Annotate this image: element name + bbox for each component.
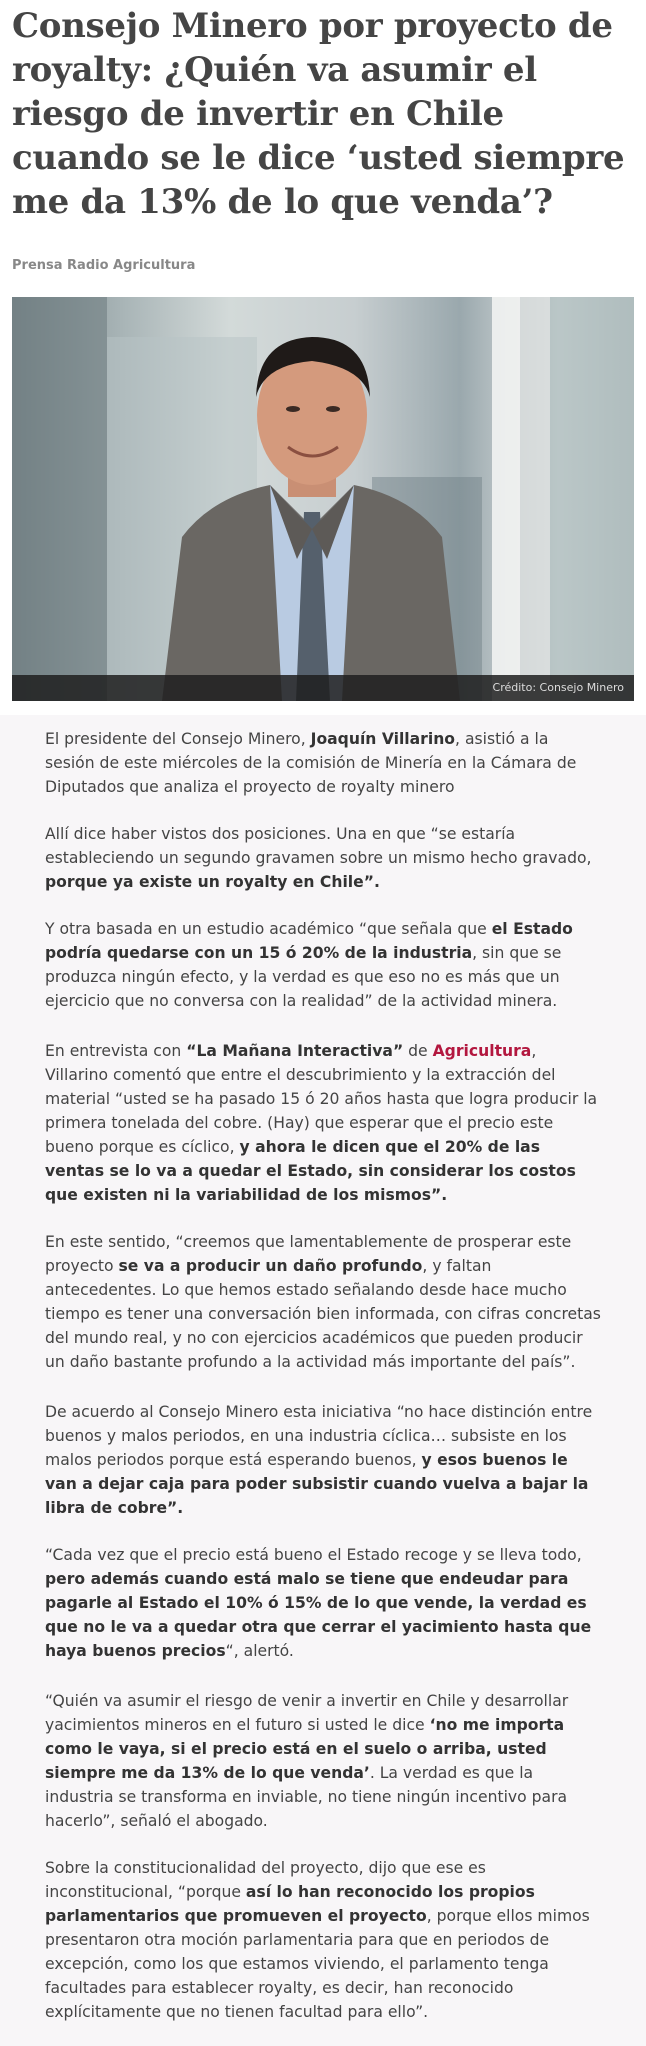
paragraph-text: En este sentido, “creemos que lamentablemente de prosperar este proyecto <box>45 1233 572 1275</box>
paragraph-text: “Quién va asumir el riesgo de venir a invertir en Chile y desarrollar yacimientos mineros en el futuro si usted le dice <box>45 1692 569 1734</box>
bold-text: Joaquín Villarino <box>310 730 456 748</box>
bold-text: se va a producir un daño profundo <box>118 1257 423 1275</box>
bold-text: porque ya existe un royalty en Chile”. <box>45 873 380 891</box>
paragraph-text: De acuerdo al Consejo Minero esta iniciativa “no hace distinción entre buenos y malos periodos, en una industria cíclica… subsiste en los malos periodos porque está esperando buenos, <box>45 1403 593 1469</box>
paragraph-text: de <box>403 1042 433 1060</box>
paragraph-text: Sobre la constitucionalidad del proyecto, dijo que ese es inconstitucional, “porque <box>45 1859 486 1901</box>
article-paragraph <box>45 1039 602 1207</box>
article-photo <box>12 297 634 701</box>
paragraph-text: “, alertó. <box>225 1642 294 1660</box>
agricultura-link[interactable]: Agricultura <box>432 1042 532 1060</box>
paragraph-text: , asistió a la sesión de este miércoles de la comisión de Minería en la Cámara de Diputados que analiza el proyecto de royalty minero <box>45 730 577 796</box>
image-credit: Crédito: Consejo Minero <box>12 675 634 701</box>
bold-text: y esos buenos le van a dejar caja para poder subsistir cuando vuelva a bajar la libra de cobre”. <box>45 1451 589 1517</box>
article-paragraph <box>45 822 602 894</box>
article-paragraph <box>45 1689 602 1833</box>
bold-text: así lo han reconocido los propios parlamentarios que promueven el proyecto <box>45 1883 535 1925</box>
article-paragraph <box>45 1856 602 2024</box>
bold-text: el Estado podría quedarse con un 15 ó 20% de la industria <box>45 920 573 962</box>
paragraph-text: . La verdad es que la industria se transforma en inviable, no tiene ningún incentivo para hacerlo”, señaló el abogado. <box>45 1764 568 1830</box>
paragraph-text: , sin que se produzca ningún efecto, y la verdad es que eso no es más que un ejercicio que no conversa con la realidad” de la actividad minera. <box>45 944 562 1010</box>
paragraph-text: En entrevista con <box>45 1042 187 1060</box>
article-body <box>0 715 646 2024</box>
article-paragraph <box>45 917 602 1013</box>
paragraph-text: El presidente del Consejo Minero, <box>45 730 311 748</box>
bold-text: y ahora le dicen que el 20% de las ventas se lo va a quedar el Estado, sin considerar los costos que existen ni la variabilidad de los mismos”. <box>45 1138 576 1204</box>
article-author[interactable]: Prensa Radio Agricultura <box>12 258 196 273</box>
article-paragraph <box>45 1543 602 1663</box>
paragraph-text: , y faltan antecedentes. Lo que hemos estado señalando desde hace mucho tiempo es tener una conversación bien informada, con cifras concretas del mundo real, y no con ejercicios académicos que pueden producir un daño bastante profundo a la actividad más importante del país”. <box>45 1257 601 1371</box>
article-title: Consejo Minero por proyecto de royalty: ¿Quién va asumir el riesgo de invertir en Chile cuando se le dice ‘usted siempre me da 13% de lo que venda’? <box>12 6 625 222</box>
paragraph-text: “Cada vez que el precio está bueno el Estado recoge y se lleva todo, <box>45 1546 582 1564</box>
portrait-illustration <box>12 297 634 701</box>
paragraph-text: , porque ellos mimos presentaron otra moción parlamentaria para que en periodos de excepción, como los que estamos viviendo, el parlamento tenga facultades para establecer royalty, es decir, han reconocido explícitamente que no tienen facultad para ello”. <box>45 1907 590 2021</box>
article-paragraph <box>45 727 602 799</box>
paragraph-text: Y otra basada en un estudio académico “que señala que <box>45 920 492 938</box>
bold-text: pero además cuando está malo se tiene que endeudar para pagarle al Estado el 10% ó 15% de lo que vende, la verdad es que no le va a quedar otra que cerrar el yacimiento hasta que haya buenos precios <box>45 1570 592 1660</box>
paragraph-text: , Villarino comentó que entre el descubrimiento y la extracción del material “usted se ha pasado 15 ó 20 años hasta que logra producir la primera tonelada del cobre. (Hay) que esperar que el precio este bueno porque es cíclico, <box>45 1042 598 1156</box>
article-paragraph <box>45 1400 602 1520</box>
paragraph-text: Allí dice haber vistos dos posiciones. Una en que “se estaría estableciendo un segundo gravamen sobre un mismo hecho gravado, <box>45 825 592 867</box>
bold-text: “La Mañana Interactiva” <box>186 1042 404 1060</box>
article-paragraph <box>45 1230 602 1374</box>
article-header <box>0 0 646 715</box>
bold-text: ‘no me importa como le vaya, si el precio está en el suelo o arriba, usted siempre me da 13% de lo que venda’ <box>45 1716 565 1782</box>
